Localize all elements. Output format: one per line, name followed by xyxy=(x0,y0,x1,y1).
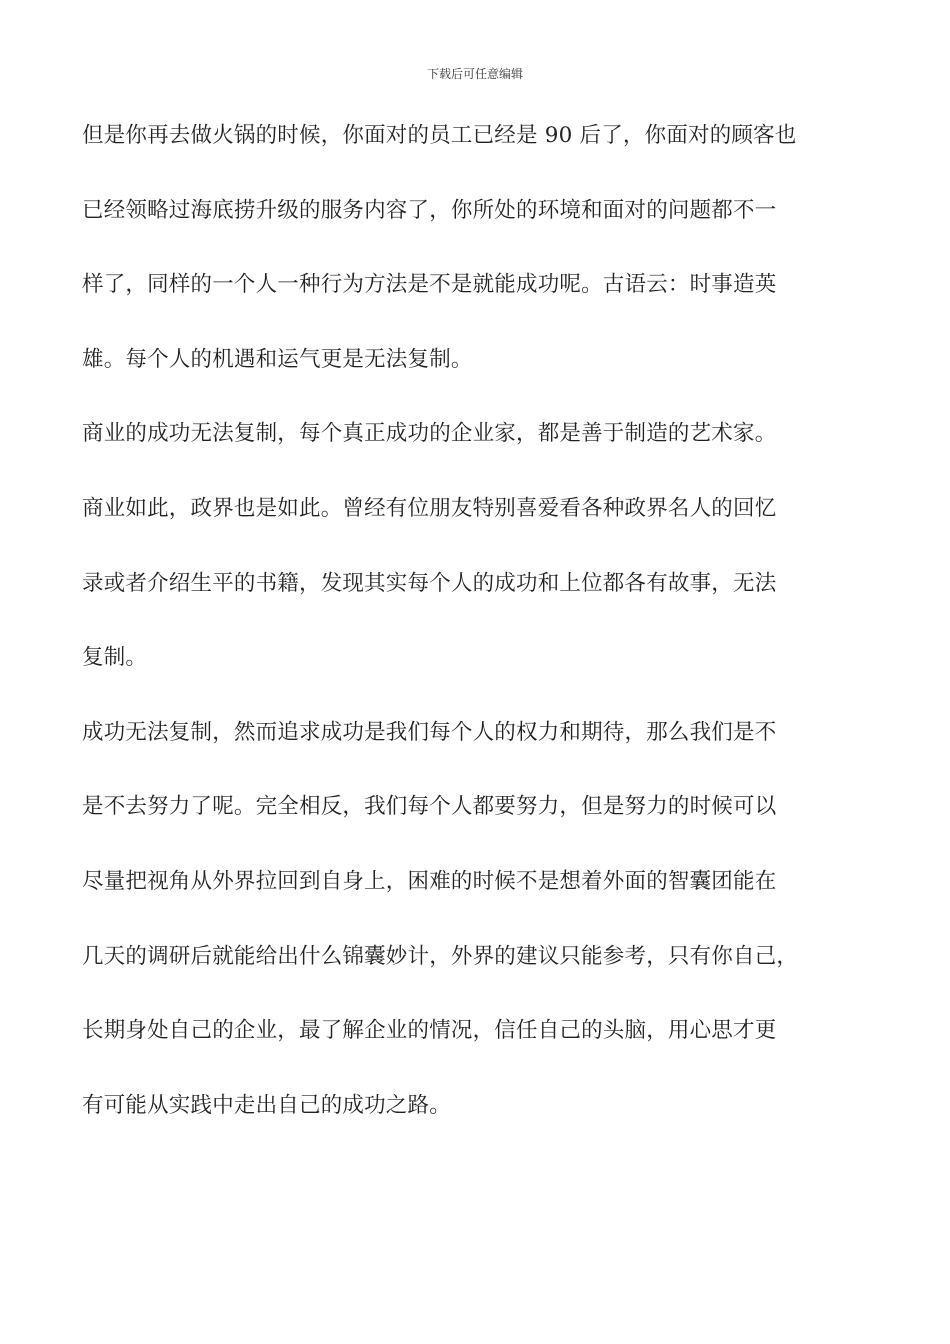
text-line: 复制。 xyxy=(82,645,148,671)
text-line: 商业如此，政界也是如此。曾经有位朋友特别喜爱看各种政界名人的回忆 xyxy=(82,495,777,521)
text-line: 几天的调研后就能给出什么锦囊妙计，外界的建议只能参考，只有你自己， xyxy=(82,943,799,969)
text-line: 但是你再去做火锅的时候，你面对的员工已经是 90 后了，你面对的顾客也 xyxy=(82,123,797,148)
text-line: 商业的成功无法复制，每个真正成功的企业家，都是善于制造的艺术家。 xyxy=(82,421,777,447)
text-line: 录或者介绍生平的书籍，发现其实每个人的成功和上位都各有故事，无法 xyxy=(82,570,777,596)
text-line: 成功无法复制，然而追求成功是我们每个人的权力和期待，那么我们是不 xyxy=(82,719,777,745)
text-line: 已经领略过海底捞升级的服务内容了，你所处的环境和面对的问题都不一 xyxy=(82,197,777,223)
text-line: 雄。每个人的机遇和运气更是无法复制。 xyxy=(82,346,473,372)
body-text xyxy=(82,113,882,1157)
page-header: 下载后可任意编辑 xyxy=(426,67,523,81)
text-line: 有可能从实践中走出自己的成功之路。 xyxy=(82,1092,451,1118)
text-line: 是不去努力了呢。完全相反，我们每个人都要努力，但是努力的时候可以 xyxy=(82,794,777,820)
text-line: 长期身处自己的企业，最了解企业的情况，信任自己的头脑，用心思才更 xyxy=(82,1018,777,1044)
text-line: 尽量把视角从外界拉回到自身上，困难的时候不是想着外面的智囊团能在 xyxy=(82,868,777,894)
text-line: 样了，同样的一个人一种行为方法是不是就能成功呢。古语云：时事造英 xyxy=(82,272,777,298)
